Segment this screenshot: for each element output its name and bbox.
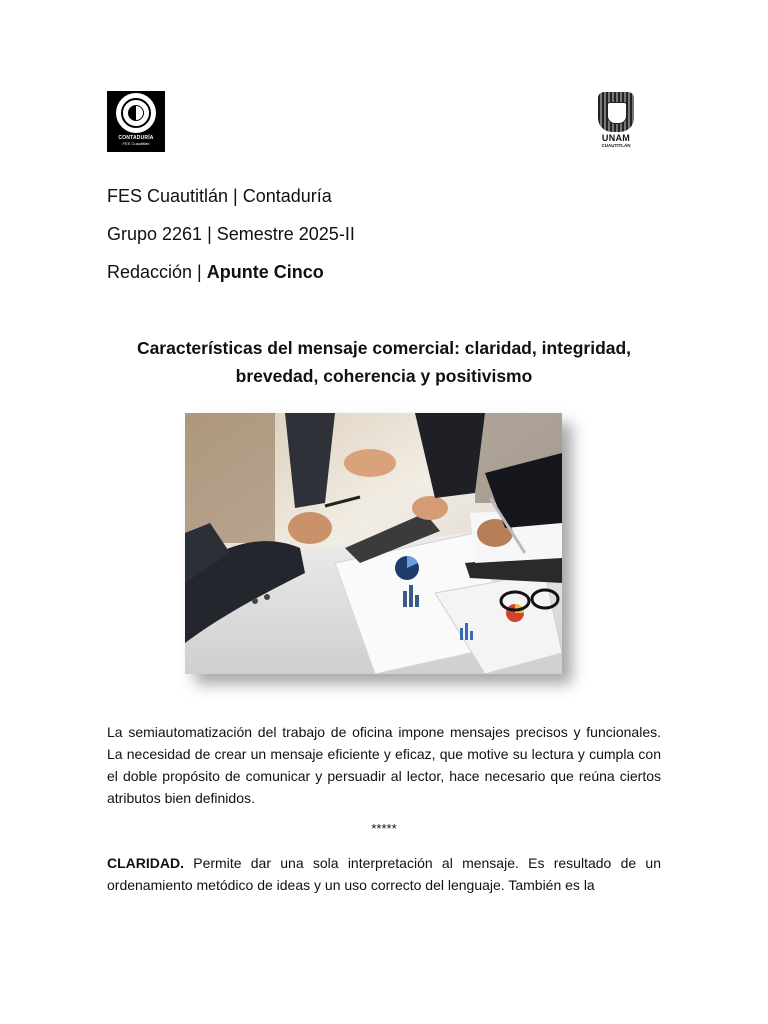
- unam-crest-icon: [598, 92, 634, 132]
- header-institution: FES Cuautitlán | Contaduría: [107, 186, 332, 206]
- contaduria-logo: [107, 91, 165, 152]
- unam-logo: [595, 92, 637, 152]
- claridad-text: Permite dar una sola interpretación al mensaje. Es resultado de un ordenamiento metódico de ideas y un uso correcto del lenguaje. También es la: [107, 855, 661, 893]
- section-separator: *****: [371, 821, 397, 836]
- header-subject: [107, 261, 324, 283]
- claridad-paragraph: [107, 852, 661, 896]
- contaduria-seal-icon: [116, 93, 156, 133]
- unam-logo-text: UNAM: [601, 133, 631, 143]
- document-title: Características del mensaje comercial: claridad, integridad, brevedad, coherencia y positivismo: [136, 338, 632, 386]
- header-subject-label: Redacción |: [107, 262, 207, 282]
- unam-logo-subtext: CUAUTITLÁN: [601, 143, 631, 148]
- claridad-term: CLARIDAD.: [107, 855, 184, 871]
- business-meeting-photo: [185, 413, 562, 674]
- contaduria-logo-text: CONTADURÍA: [118, 135, 154, 141]
- header-group: Grupo 2261 | Semestre 2025-II: [107, 224, 355, 244]
- header-subject-note: Apunte Cinco: [206, 262, 324, 282]
- intro-paragraph: La semiautomatización del trabajo de oficina impone mensajes precisos y funcionales. La necesidad de crear un mensaje eficiente y eficaz, que motive su lectura y cumpla con el doble propósito de comunicar y persuadir al lector, hace necesario que reúna ciertos atributos bien definidos.: [107, 724, 661, 806]
- contaduria-logo-subtext: FES Cuautitlán: [122, 141, 150, 146]
